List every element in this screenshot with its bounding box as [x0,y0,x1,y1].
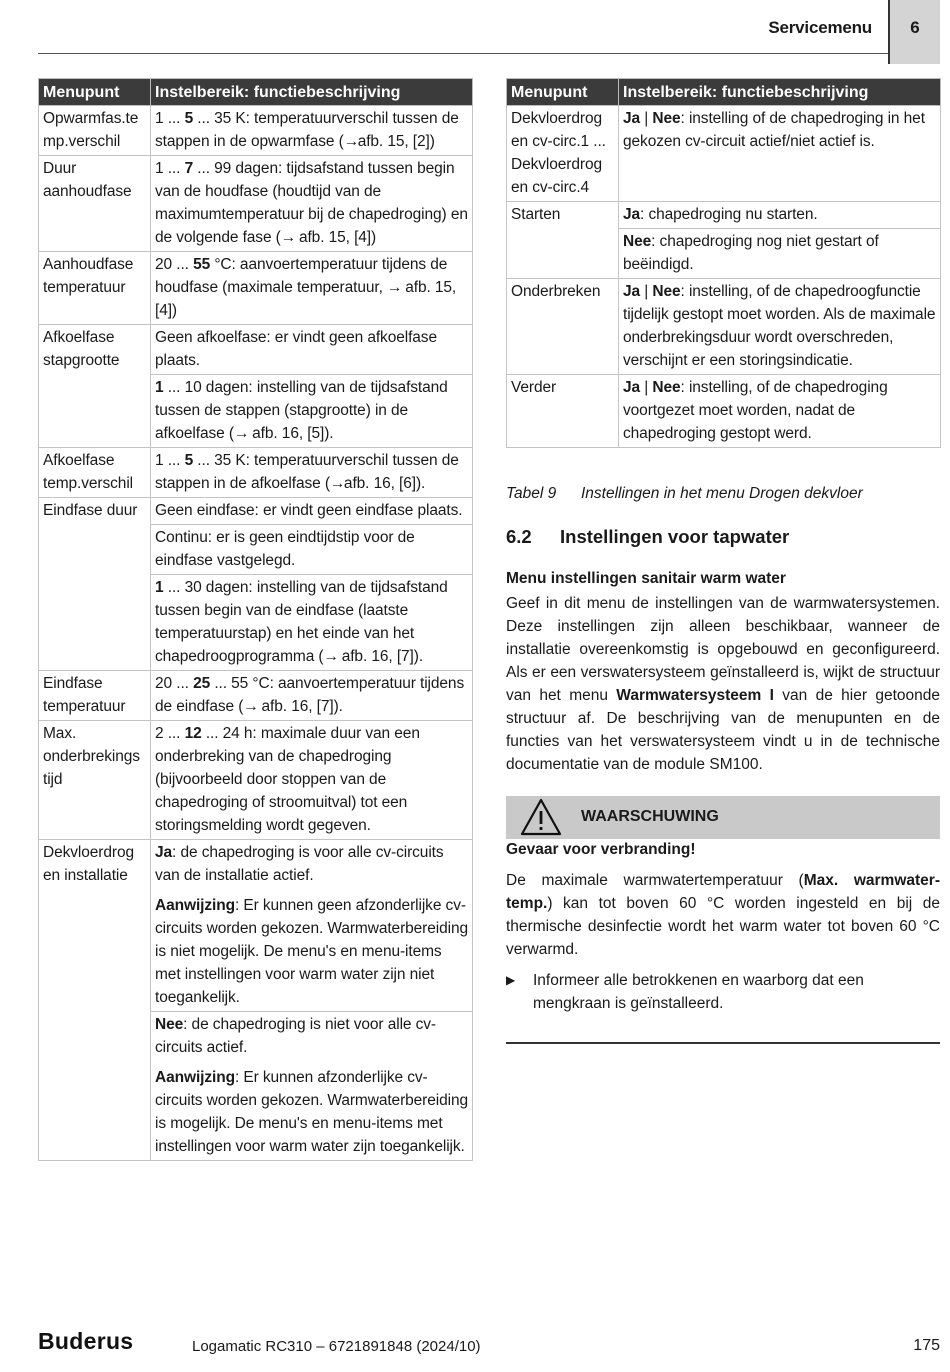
body-paragraph: Geef in dit menu de instellingen van de warmwatersystemen. Deze instellingen zijn alleen beschikbaar, wanneer de installatie overeenkomstig is opgebouwd en geconfigureerd. Als er een verswatersysteem geïnstalleerd is, wijkt de structuur van het menu Warmwatersysteem I van de hier getoonde structuur af. De beschrijving van de menupunten en de functies van het verswatersysteem vindt u in de technische documentatie van de module SM100. [506,595,941,773]
menu-item-name: Dekvloerdrog en cv-circ.1 ... Dekvloerdrog en cv-circ.4 [507,106,619,202]
menu-item-name: Starten [507,202,619,279]
menu-item-description: Ja | Nee: instelling, of de chapedroogfunctie tijdelijk gestopt moet worden. Als de maximale onderbrekingsduur wordt overschreden, verschijnt er een storingsindicatie. [619,279,941,375]
footer-document-id: Logamatic RC310 – 6721891848 (2024/10) [192,1338,481,1355]
running-header-title: Servicemenu [768,18,872,37]
table-row [39,325,473,375]
arrow-right-icon: → [343,133,360,150]
table-row [39,156,473,252]
menu-item-name: Opwarmfas.te mp.verschil [39,106,151,156]
menu-item-description: Nee: de chapedroging is niet voor alle cv-circuits actief. Aanwijzing: Er kunnen afzonderlijke cv-circuits worden gekozen. Warmwaterbereiding is mogelijk. De menu's en menu-items met instellingen voor warm water zijn toegankelijk. [151,1012,473,1161]
arrow-right-icon: → [329,475,346,492]
table-row [39,252,473,325]
column-header-description: Instelbereik: functiebeschrijving [151,79,473,106]
section-heading: 6.2 Instellingen voor tapwater [506,526,790,547]
menu-item-name: Aanhoudfase temperatuur [39,252,151,325]
bullet-triangle-icon: ▶ [506,973,516,987]
menu-item-description: Ja | Nee: instelling, of de chapedroging voortgezet moet worden, nadat de chapedroging gestopt werd. [619,375,941,448]
settings-table-right [506,78,941,448]
table-row [39,840,473,1012]
menu-item-name: Afkoelfase temp.verschil [39,448,151,498]
arrow-right-icon: → [243,698,259,715]
menu-item-name: Verder [507,375,619,448]
menu-item-name: Duur aanhoudfase [39,156,151,252]
menu-item-description: Ja: de chapedroging is voor alle cv-circuits van de installatie actief. Aanwijzing: Er kunnen geen afzonderlijke cv-circuits worden gekozen. Warmwaterbereiding is niet mogelijk. De menu's en menu-items met instellingen voor warm water zijn niet toegankelijk. [151,840,473,1012]
warning-banner [506,796,940,839]
menu-item-name: Eindfase duur [39,498,151,671]
menu-item-description: 1 ... 7 ... 99 dagen: tijdsafstand tussen begin van de houdfase (houdtijd van de maximumtemperatuur bij de chapedroging) en de volgende fase (→ afb. 15, [4]) [151,156,473,252]
table-row [507,202,941,229]
arrow-right-icon: → [323,648,339,665]
arrow-right-icon: → [233,425,250,442]
menu-item-description: 20 ... 55 °C: aanvoertemperatuur tijdens de houdfase (maximale temperatuur, → afb. 15, [4]) [151,252,473,325]
menu-item-description: Ja | Nee: instelling of de chapedroging in het gekozen cv-circuit actief/niet actief is. [619,106,941,202]
table-caption: Tabel 9 Instellingen in het menu Drogen dekvloer [506,485,863,502]
menu-item-description: Nee: chapedroging nog niet gestart of beëindigd. [619,229,941,279]
header-rule [38,53,888,54]
table-row [39,721,473,840]
menu-item-description: 1 ... 5 ... 35 K: temperatuurverschil tussen de stappen in de opwarmfase (→afb. 15, [2]) [151,106,473,156]
menu-item-name: Dekvloerdrog en installatie [39,840,151,1161]
menu-item-description: 20 ... 25 ... 55 °C: aanvoertemperatuur tijdens de eindfase (→ afb. 16, [7]). [151,671,473,721]
table-header-row [39,79,473,106]
table-row [39,671,473,721]
warning-paragraph: De maximale warmwatertemperatuur (Max. warmwater-temp.) kan tot boven 60 °C worden ingesteld en bij de thermische desinfectie wordt het warm water tot boven 60 °C verwarmd. [506,872,940,958]
warning-heading: Gevaar voor verbranding! [506,841,696,858]
menu-item-description: 1 ... 30 dagen: instelling van de tijdsafstand tussen begin van de eindfase (laatste temperatuurstap) en het einde van het chapedroogprogramma (→ afb. 16, [7]). [151,575,473,671]
subsection-heading: Menu instellingen sanitair warm water [506,570,786,587]
arrow-right-icon: → [280,229,297,246]
menu-item-name: Eindfase temperatuur [39,671,151,721]
column-header-description: Instelbereik: functiebeschrijving [619,79,941,106]
menu-item-name: Onderbreken [507,279,619,375]
menu-item-name: Max. onderbrekings tijd [39,721,151,840]
table-row [39,448,473,498]
menu-item-description: 1 ... 10 dagen: instelling van de tijdsafstand tussen de stappen (stapgrootte) in de afkoelfase (→ afb. 16, [5]). [151,375,473,448]
warning-end-rule [506,1042,940,1044]
table-row [507,106,941,202]
menu-item-name: Afkoelfase stapgrootte [39,325,151,448]
menu-item-description: Geen afkoelfase: er vindt geen afkoelfase plaats. [151,325,473,375]
menu-item-description: Ja: chapedroging nu starten. [619,202,941,229]
table-row [39,106,473,156]
menu-item-description: Continu: er is geen eindtijdstip voor de eindfase vastgelegd. [151,525,473,575]
table-row [507,375,941,448]
warning-label: WAARSCHUWING [581,808,719,825]
page-number: 175 [913,1337,940,1354]
menu-item-description: 2 ... 12 ... 24 h: maximale duur van een onderbreking van de chapedroging (bijvoorbeeld door stoppen van de chapedroging of stroomuitval) tot een storingsmelding wordt gegeven. [151,721,473,840]
settings-table-left [38,78,473,1161]
brand-logo: Buderus [38,1328,134,1354]
chapter-number-tab: 6 [888,0,940,64]
arrow-right-icon: → [387,279,403,296]
menu-item-description: Geen eindfase: er vindt geen eindfase plaats. [151,498,473,525]
table-header-row [507,79,941,106]
column-header-menupunt: Menupunt [507,79,619,106]
column-header-menupunt: Menupunt [39,79,151,106]
warning-triangle-icon [520,798,562,836]
menu-item-description: 1 ... 5 ... 35 K: temperatuurverschil tussen de stappen in de afkoelfase (→afb. 16, [6]). [151,448,473,498]
table-row [39,498,473,525]
table-row [507,279,941,375]
